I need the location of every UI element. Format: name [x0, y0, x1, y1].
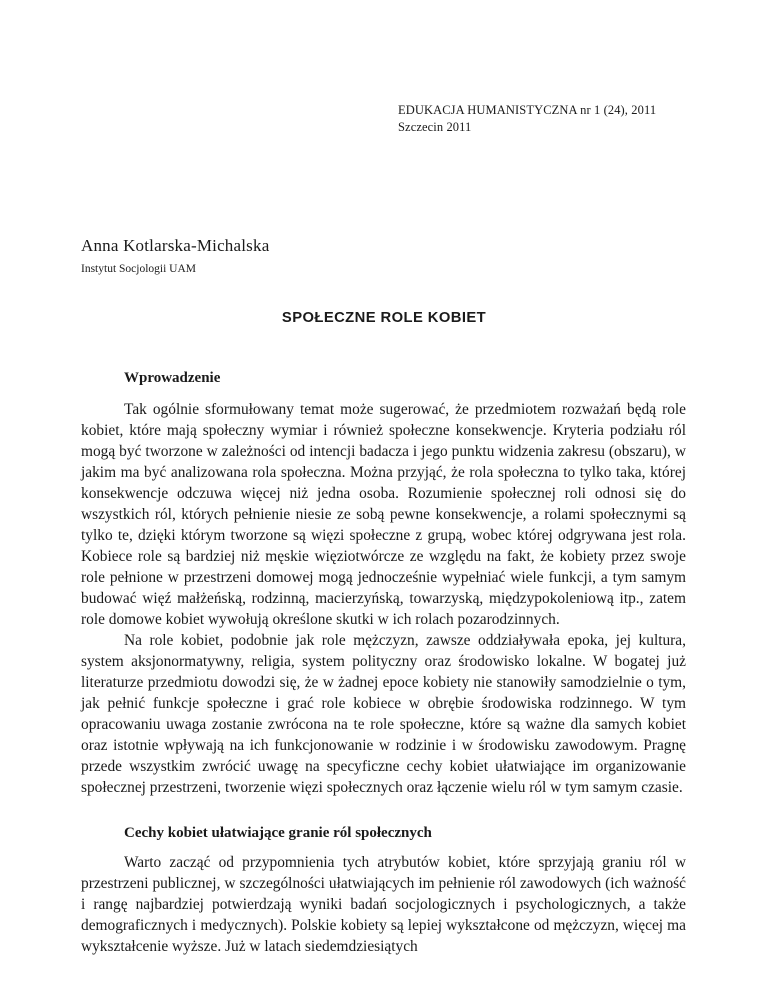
author-affiliation: Instytut Socjologii UAM	[81, 263, 197, 275]
author-name: Anna Kotlarska-Michalska	[81, 236, 270, 255]
paragraph: Warto zacząć od przypomnienia tych atrybutów kobiet, które sprzyjają graniu ról w przestrzeni publicznej, w szczególności ułatwiających im pełnienie ról zawodowych (ich ważność i rangę najbardziej potwierdzają wyniki badań socjologicznych i psychologicznych, a także demograficznych i medycznych). Polskie kobiety są lepiej wykształcone od mężczyzn, więcej ma wykształcenie wyższe. Już w latach siedemdziesiątych	[81, 854, 686, 955]
section-heading-traits: Cechy kobiet ułatwiające granie ról społecznych	[124, 825, 432, 841]
journal-place-year: Szczecin 2011	[398, 120, 472, 134]
journal-header	[398, 102, 656, 136]
section-heading-introduction: Wprowadzenie	[124, 370, 221, 386]
journal-issue: EDUKACJA HUMANISTYCZNA nr 1 (24), 2011	[398, 103, 657, 117]
section-body-introduction	[81, 399, 686, 798]
section-body-traits	[81, 852, 686, 957]
paragraph: Tak ogólnie sformułowany temat może sugerować, że przedmiotem rozważań będą role kobiet, które mają społeczny wymiar i również społeczne konsekwencje. Kryteria podziału ról mogą być tworzone w zależności od intencji badacza i jego punktu widzenia zakresu (obszaru), w jakim ma być analizowana rola społeczna. Można przyjąć, że rola społeczna to tylko taka, której konsekwencje odczuwa więcej niż jedna osoba. Rozumienie społecznej roli odnosi się do wszystkich ról, których pełnienie niesie ze sobą pewne konsekwencje, a rolami społecznymi są tylko te, dzięki którym tworzone są więzi społeczne z grupą, wobec której odgrywana jest rola. Kobiece role są bardziej niż męskie więziotwórcze ze względu na fakt, że kobiety przez swoje role pełnione w przestrzeni domowej mogą jednocześnie wypełniać wiele funkcji, a tym samym budować więź małżeńską, rodzinną, macierzyńską, towarzyską, międzypokoleniową itp., zatem role domowe kobiet wywołują określone skutki w ich rolach pozarodzinnych.	[81, 401, 686, 628]
article-title: SPOŁECZNE ROLE KOBIET	[281, 310, 487, 326]
paragraph: Na role kobiet, podobnie jak role mężczyzn, zawsze oddziaływała epoka, jej kultura, system aksjonormatywny, religia, system polityczny oraz środowisko lokalne. W bogatej już literaturze przedmiotu dowodzi się, że w żadnej epoce kobiety nie stanowiły samodzielnie o tym, jak pełnić funkcje społeczne i grać role kobiece w obrębie środowiska rodzinnego. W tym opracowaniu uwaga zostanie zwrócona na te role społeczne, które są ważne dla samych kobiet oraz istotnie wpływają na ich funkcjonowanie w rodzinie i w środowisku zawodowym. Pragnę przede wszystkim zwrócić uwagę na specyficzne cechy kobiet ułatwiające im organizowanie społecznej przestrzeni, tworzenie więzi społecznych oraz łączenie wielu ról w tym samym czasie.	[81, 632, 686, 796]
